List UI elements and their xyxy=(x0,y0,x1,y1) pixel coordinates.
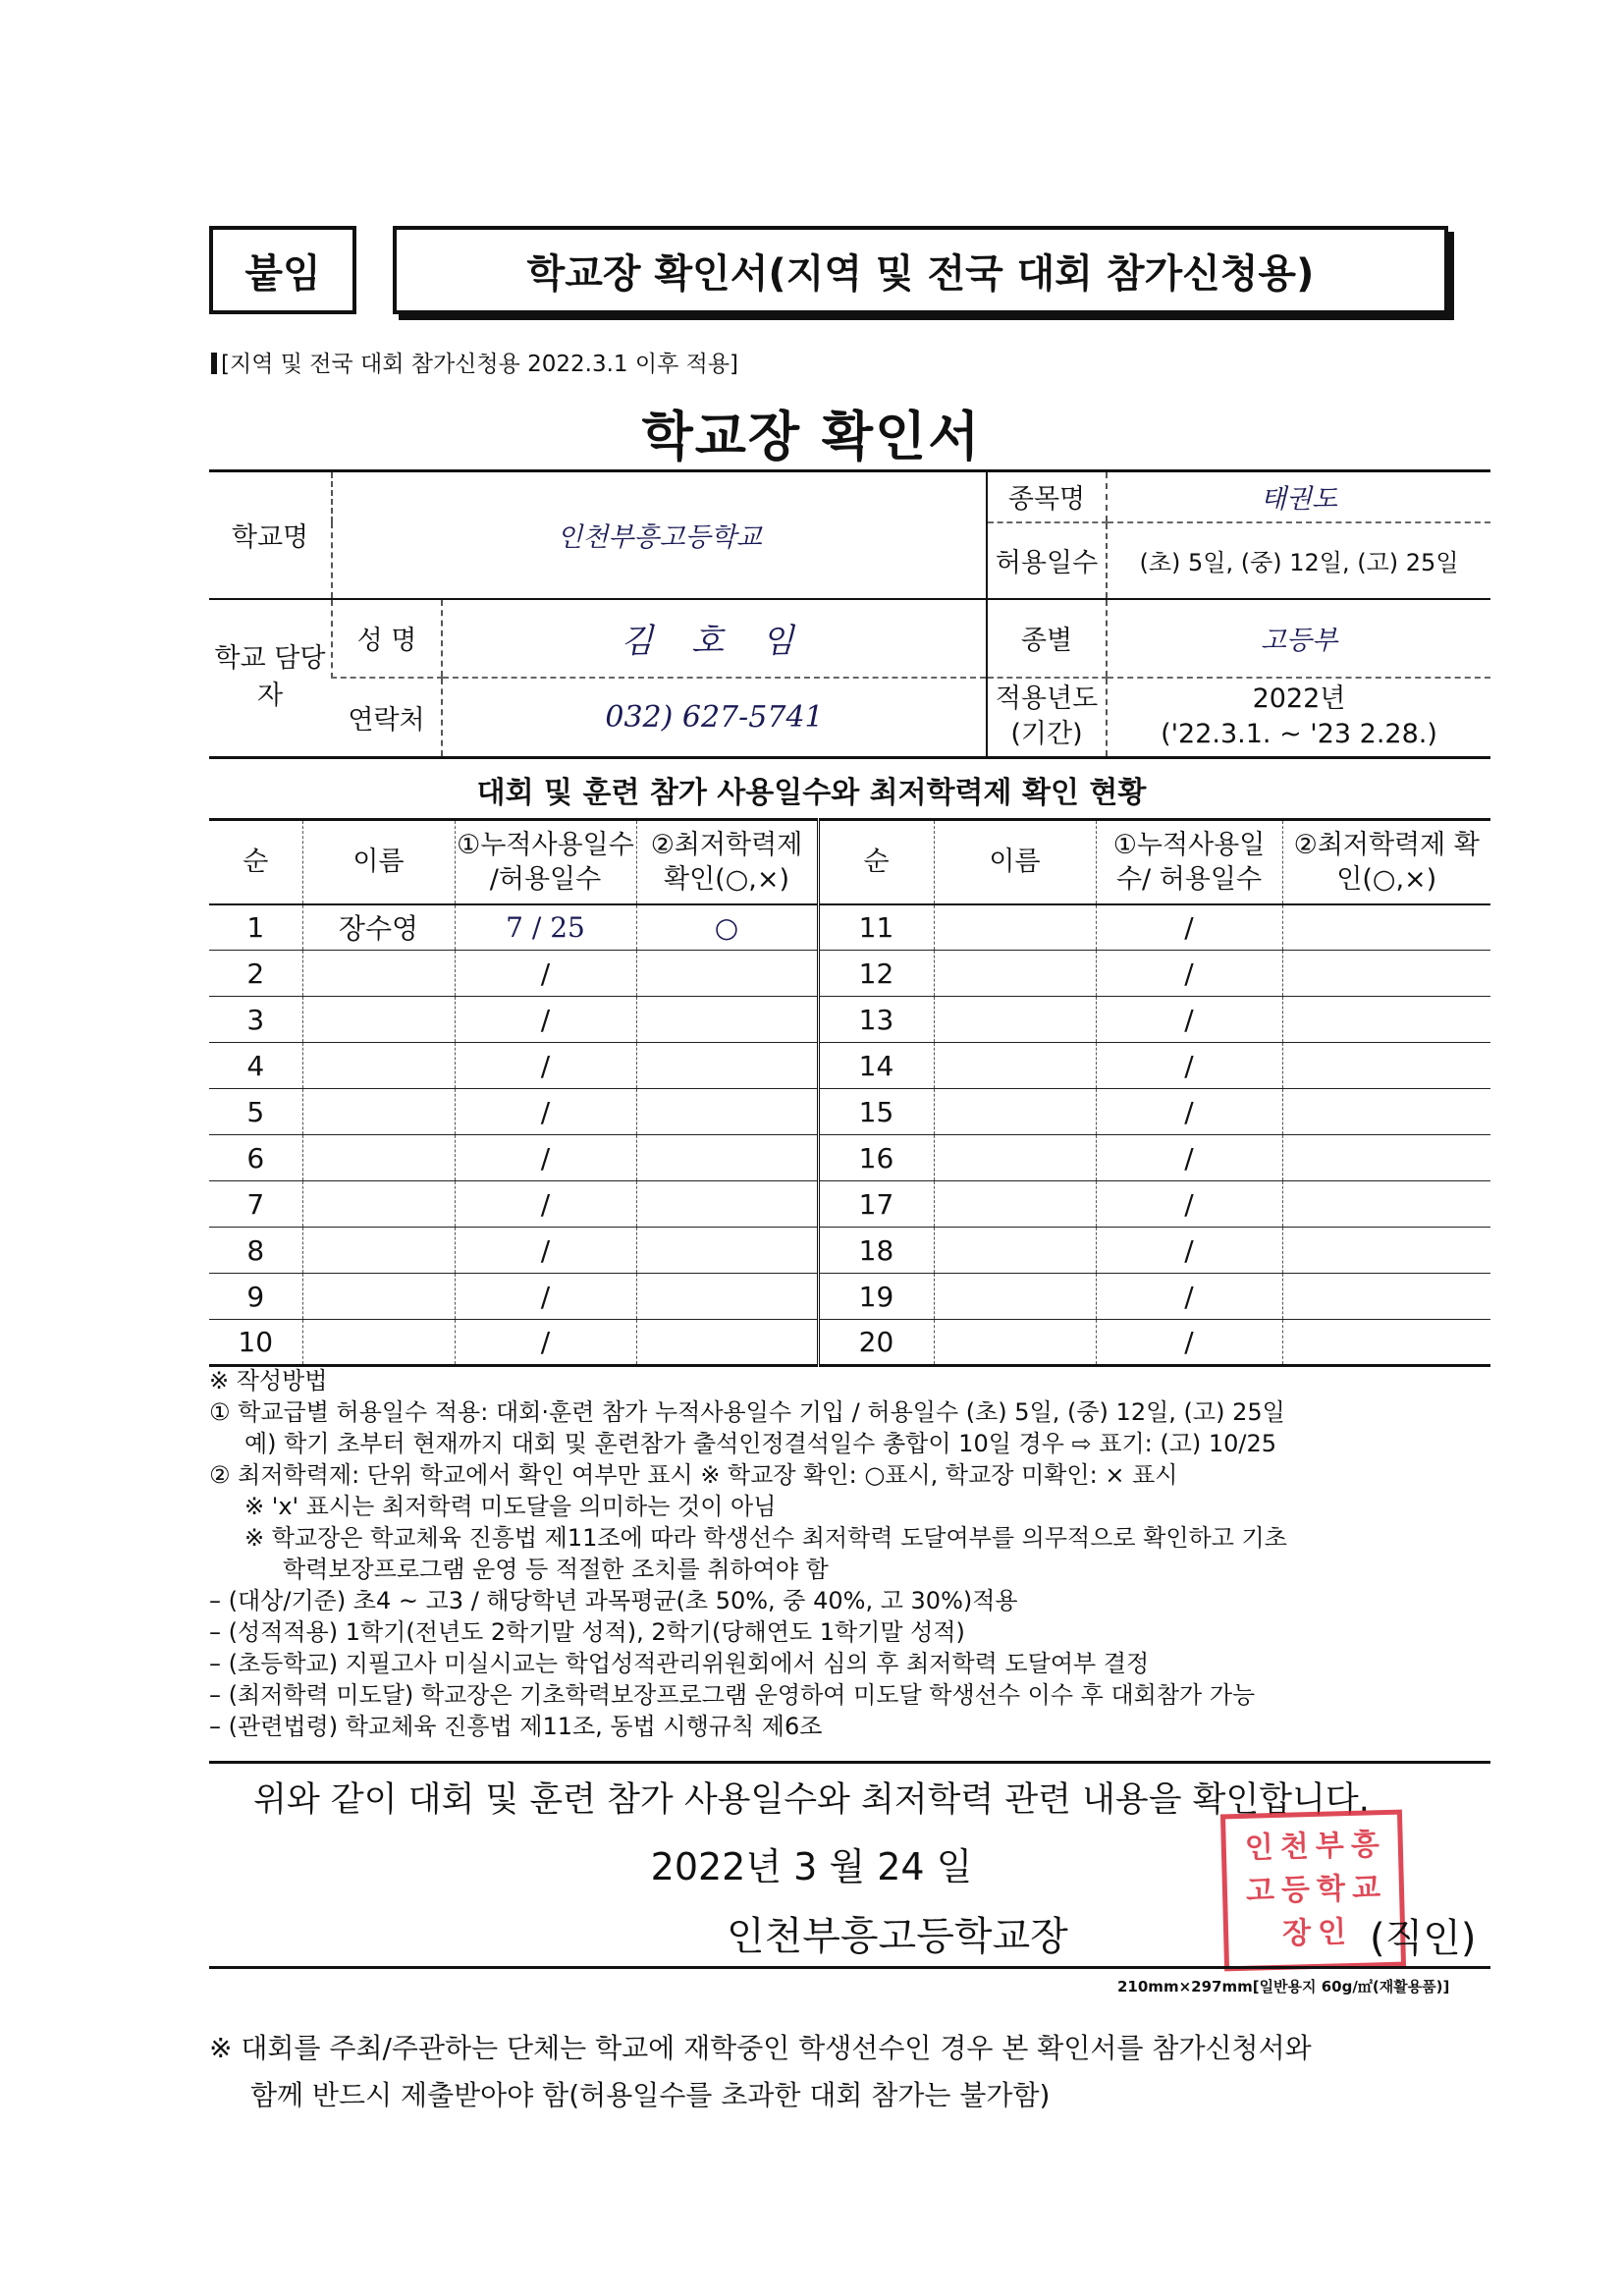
academic-check xyxy=(1282,1181,1490,1228)
row-number: 13 xyxy=(818,997,934,1043)
event-label: 종목명 xyxy=(987,471,1107,522)
header-academic: ②최저학력제 확인(○,×) xyxy=(1282,820,1490,904)
application-notice: [지역 및 전국 대회 참가신청용 2022.3.1 이후 적용] xyxy=(211,346,738,378)
header-number: 순 xyxy=(818,820,934,904)
student-name xyxy=(302,1089,455,1135)
row-number: 9 xyxy=(209,1274,302,1320)
student-name xyxy=(934,1320,1096,1366)
manager-name-signature: 김 호 임 xyxy=(442,599,987,678)
days-used: / xyxy=(1096,1274,1282,1320)
student-name xyxy=(934,1135,1096,1181)
academic-check xyxy=(636,1043,818,1089)
days-used: / xyxy=(1096,997,1282,1043)
row-number: 14 xyxy=(818,1043,934,1089)
year-label: 적용년도 (기간) xyxy=(987,678,1107,758)
student-name xyxy=(302,1320,455,1366)
manager-label: 학교 담당자 xyxy=(209,599,332,758)
academic-check xyxy=(636,1228,818,1274)
allowed-days-value: (초) 5일, (중) 12일, (고) 25일 xyxy=(1107,522,1490,599)
row-number: 3 xyxy=(209,997,302,1043)
table-row xyxy=(209,997,1490,1043)
student-name xyxy=(934,951,1096,997)
days-used: / xyxy=(1096,1043,1282,1089)
page-title: 학교장 확인서 xyxy=(641,406,982,467)
days-used: / xyxy=(455,1320,636,1366)
academic-check xyxy=(636,951,818,997)
instruction-line: ② 최저학력제: 단위 학교에서 확인 여부만 표시 ※ 학교장 확인: ○표시, 학교장 미확인: × 표시 xyxy=(209,1461,1178,1489)
form-header-title: 학교장 확인서(지역 및 전국 대회 참가신청용) xyxy=(393,226,1448,314)
instruction-line: – (최저학력 미도달) 학교장은 기초학력보장프로그램 운영하여 미도달 학생선수 이수 후 대회참가 가능 xyxy=(209,1681,1256,1709)
student-name xyxy=(934,1089,1096,1135)
row-number: 6 xyxy=(209,1135,302,1181)
table-row xyxy=(209,1274,1490,1320)
signing-date: 2022년 3 월 24 일 xyxy=(650,1845,973,1888)
instruction-line: ※ 'x' 표시는 최저학력 미도달을 의미하는 것이 아님 xyxy=(244,1493,777,1520)
student-name xyxy=(934,1043,1096,1089)
official-seal-stamp: 인 천 부 흥 고 등 학 교 장 인 xyxy=(1220,1810,1406,1972)
instruction-line: 학력보장프로그램 운영 등 적절한 조치를 취하여야 함 xyxy=(283,1556,829,1583)
status-section-title: 대회 및 훈련 참가 사용일수와 최저학력제 확인 현황 xyxy=(476,776,1147,810)
row-number: 4 xyxy=(209,1043,302,1089)
header-number: 순 xyxy=(209,820,302,904)
instructions-title: ※ 작성방법 xyxy=(209,1367,328,1394)
student-name xyxy=(302,951,455,997)
table-row xyxy=(209,904,1490,951)
academic-check xyxy=(636,1135,818,1181)
student-name xyxy=(302,1274,455,1320)
row-number: 20 xyxy=(818,1320,934,1366)
instruction-line: ※ 학교장은 학교체육 진흥법 제11조에 따라 학생선수 최저학력 도달여부를 의무적으로 확인하고 기초 xyxy=(244,1524,1287,1552)
table-row xyxy=(209,951,1490,997)
note-line: 함께 반드시 제출받아야 함(허용일수를 초과한 대회 참가는 불가함) xyxy=(250,2079,1051,2111)
academic-check xyxy=(1282,1320,1490,1366)
student-name xyxy=(934,1274,1096,1320)
school-name-label: 학교명 xyxy=(209,471,332,599)
student-name xyxy=(934,1181,1096,1228)
division-label: 종별 xyxy=(987,599,1107,678)
days-used: / xyxy=(455,1135,636,1181)
days-used: / xyxy=(455,1181,636,1228)
event-value: 태권도 xyxy=(1107,471,1490,522)
academic-check xyxy=(636,1181,818,1228)
row-number: 7 xyxy=(209,1181,302,1228)
days-used: / xyxy=(455,1089,636,1135)
row-number: 15 xyxy=(818,1089,934,1135)
row-number: 16 xyxy=(818,1135,934,1181)
days-used: / xyxy=(1096,1089,1282,1135)
row-number: 2 xyxy=(209,951,302,997)
instruction-line: – (초등학교) 지필고사 미실시교는 학업성적관리위원회에서 심의 후 최저학력 도달여부 결정 xyxy=(209,1650,1150,1677)
row-number: 5 xyxy=(209,1089,302,1135)
student-name xyxy=(302,1181,455,1228)
student-name xyxy=(302,1228,455,1274)
days-used: / xyxy=(455,1274,636,1320)
days-used: / xyxy=(455,1043,636,1089)
days-used: / xyxy=(455,951,636,997)
school-name-value: 인천부흥고등학교 xyxy=(332,471,987,599)
instruction-line: – (관련법령) 학교체육 진흥법 제11조, 동법 시행규칙 제6조 xyxy=(209,1713,823,1740)
attachment-label: 붙임 xyxy=(209,226,356,314)
student-name xyxy=(934,1228,1096,1274)
student-name xyxy=(934,997,1096,1043)
instruction-line: ① 학교급별 허용일수 적용: 대회·훈련 참가 누적사용일수 기입 / 허용일수 (초) 5일, (중) 12일, (고) 25일 xyxy=(209,1398,1285,1426)
row-number: 10 xyxy=(209,1320,302,1366)
instruction-line: – (대상/기준) 초4 ~ 고3 / 해당학년 과목평균(초 50%, 중 40%, 고 30%)적용 xyxy=(209,1587,1018,1614)
academic-check xyxy=(636,997,818,1043)
principal-name: 인천부흥고등학교장 xyxy=(727,1914,1068,1959)
academic-check xyxy=(1282,1043,1490,1089)
row-number: 18 xyxy=(818,1228,934,1274)
row-number: 12 xyxy=(818,951,934,997)
contact-label: 연락처 xyxy=(332,678,442,758)
instruction-line: 예) 학기 초부터 현재까지 대회 및 훈련참가 출석인정결석일수 총합이 10일 경우 ⇨ 표기: (고) 10/25 xyxy=(244,1430,1277,1457)
row-number: 8 xyxy=(209,1228,302,1274)
school-info-table xyxy=(209,469,1490,759)
table-row xyxy=(209,1228,1490,1274)
days-used: 7 / 25 xyxy=(455,904,636,951)
contact-value: 032) 627-5741 xyxy=(442,678,987,758)
student-name: 장수영 xyxy=(302,904,455,951)
days-used: / xyxy=(1096,951,1282,997)
divider xyxy=(209,1966,1490,1969)
academic-check xyxy=(1282,1089,1490,1135)
paper-spec: 210mm×297mm[일반용지 60g/㎡(재활용품)] xyxy=(1117,1978,1450,1995)
student-name xyxy=(302,1043,455,1089)
days-used: / xyxy=(1096,1320,1282,1366)
instruction-line: – (성적적용) 1학기(전년도 2학기말 성적), 2학기(당해연도 1학기말 성적) xyxy=(209,1618,965,1646)
seal-label: (직인) xyxy=(1370,1916,1477,1961)
days-used: / xyxy=(455,1228,636,1274)
row-number: 11 xyxy=(818,904,934,951)
table-row xyxy=(209,1043,1490,1089)
table-row xyxy=(209,1181,1490,1228)
name-label: 성 명 xyxy=(332,599,442,678)
academic-check xyxy=(1282,1228,1490,1274)
days-used: / xyxy=(1096,1181,1282,1228)
table-row xyxy=(209,1320,1490,1366)
writing-instructions xyxy=(209,1365,1505,1742)
header-days: ①누적사용일수/ 허용일수 xyxy=(1096,820,1282,904)
row-number: 1 xyxy=(209,904,302,951)
student-name xyxy=(302,997,455,1043)
participation-table xyxy=(209,818,1490,1367)
student-name xyxy=(302,1135,455,1181)
year-value: 2022년 ('22.3.1. ~ '23 2.28.) xyxy=(1107,678,1490,758)
division-value: 고등부 xyxy=(1107,599,1490,678)
academic-check xyxy=(1282,951,1490,997)
days-used: / xyxy=(455,997,636,1043)
row-number: 17 xyxy=(818,1181,934,1228)
allowed-days-label: 허용일수 xyxy=(987,522,1107,599)
academic-check xyxy=(636,1320,818,1366)
confirmation-statement: 위와 같이 대회 및 훈련 참가 사용일수와 최저학력 관련 내용을 확인합니다. xyxy=(253,1780,1370,1820)
academic-check xyxy=(636,1089,818,1135)
table-row xyxy=(209,1089,1490,1135)
submission-note xyxy=(209,2025,1505,2119)
academic-check xyxy=(1282,1274,1490,1320)
days-used: / xyxy=(1096,1228,1282,1274)
student-name xyxy=(934,904,1096,951)
days-used: / xyxy=(1096,1135,1282,1181)
note-line: ※ 대회를 주최/주관하는 단체는 학교에 재학중인 학생선수인 경우 본 확인서를 참가신청서와 xyxy=(209,2032,1312,2064)
academic-check xyxy=(1282,1135,1490,1181)
header-days: ①누적사용일수 /허용일수 xyxy=(455,820,636,904)
days-used: / xyxy=(1096,904,1282,951)
academic-check xyxy=(636,1274,818,1320)
header-academic: ②최저학력제 확인(○,×) xyxy=(636,820,818,904)
row-number: 19 xyxy=(818,1274,934,1320)
academic-check xyxy=(1282,904,1490,951)
academic-check xyxy=(1282,997,1490,1043)
divider xyxy=(209,1761,1490,1764)
table-row xyxy=(209,1135,1490,1181)
academic-check: ○ xyxy=(636,904,818,951)
header-name: 이름 xyxy=(302,820,455,904)
header-name: 이름 xyxy=(934,820,1096,904)
